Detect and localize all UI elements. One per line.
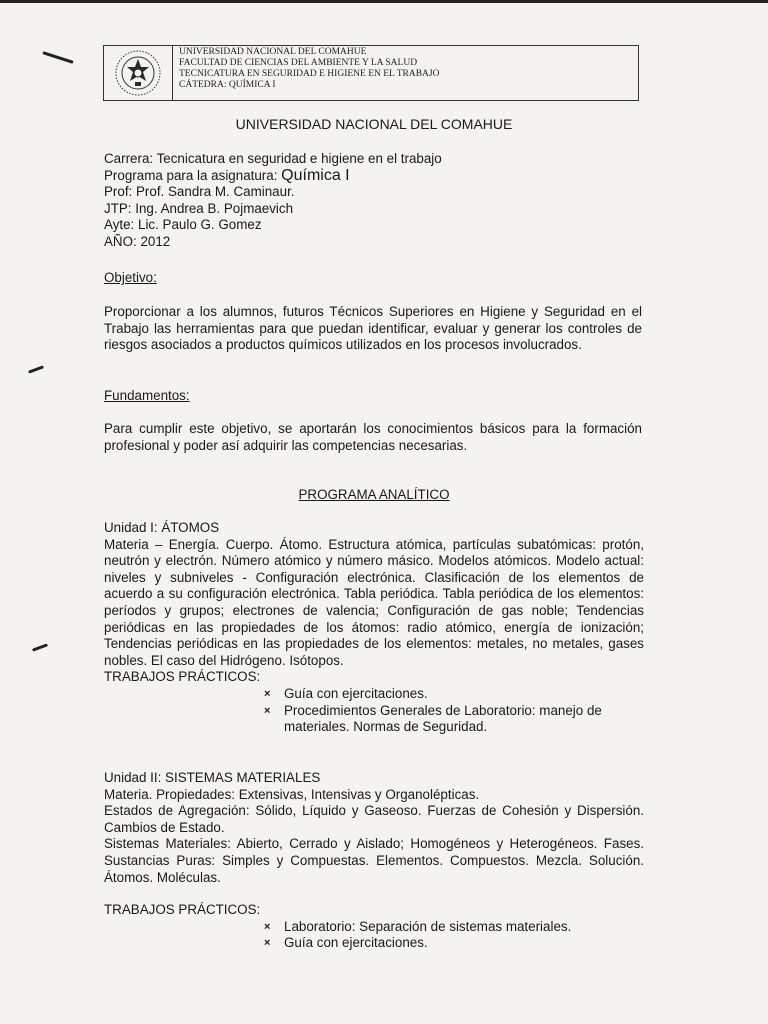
bullet-x-icon: × [264, 687, 271, 700]
list-item: × Procedimientos Generales de Laboratorio: manejo de materiales. Normas de Seguridad. [264, 702, 602, 735]
letterhead-box [103, 45, 639, 101]
unidad-2-title: Unidad II: SISTEMAS MATERIALES [104, 770, 321, 785]
punch-hole-mark [28, 365, 44, 373]
programa-analitico-heading: PROGRAMA ANALÍTICO [298, 487, 450, 502]
unidad-2-line: Sistemas Materiales: Abierto, Cerrado y Aislado; Homogéneos y Heterogéneos. Fases. Sustancias Puras: Simples y Compuestas. Elementos. Compuestos. Mezcla. Solución. Átomos. Moléculas. [104, 836, 644, 885]
meta-jtp: JTP: Ing. Andrea B. Pojmaevich [104, 200, 294, 216]
bullet-x-icon: × [264, 920, 271, 933]
objetivo-text: Proporcionar a los alumnos, futuros Técnicos Superiores en Higiene y Seguridad en el Trabajo las herramientas para que puedan identificar, evaluar y generar los controles de riesgos asociados a productos químicos utilizados en los procesos involucrados. [104, 304, 642, 353]
university-seal-icon [113, 48, 163, 98]
scan-mark [42, 51, 73, 64]
letterhead-text [173, 46, 439, 100]
fundamentos-text: Para cumplir este objetivo, se aportarán los conocimientos básicos para la formación profesional y poder así adquirir las competencias necesarias. [104, 421, 642, 453]
bullet-x-icon: × [264, 937, 271, 950]
list-item: × Guía con ejercitaciones. [264, 685, 428, 701]
letterhead-faculty: FACULTAD DE CIENCIAS DEL AMBIENTE Y LA SALUD [179, 58, 418, 68]
unidad-1-tp-title: TRABAJOS PRÁCTICOS: [104, 669, 261, 685]
meta-anio: AÑO: 2012 [104, 233, 171, 249]
meta-programa [104, 168, 644, 185]
unidad-2-line: Estados de Agregación: Sólido, Líquido y Gaseoso. Fuerzas de Cohesión y Dispersión. Cambios de Estado. [104, 803, 644, 835]
unidad-1-body: Materia – Energía. Cuerpo. Átomo. Estructura atómica, partículas subatómicas: protón, neutrón y electrón. Número atómico y número másico. Modelos atómicos. Modelo actual: niveles y subniveles - Configuración electrónica. Clasificación de los elementos de acuerdo a su configuración electrónica. Tabla periódica. Tabla periódica de los elementos: períodos y grupos; electrones de valencia; Configuración de gas noble; Tendencias periódicas en las propiedades de los átomos: radio atómico, energía de ionización; Tendencias periódicas en las propiedades de los elementos: metales, no metales, gases nobles. El caso del Hidrógeno. Isótopos. [104, 536, 644, 668]
unidad-2 [104, 770, 644, 952]
meta-subject-name: Química I [281, 166, 350, 184]
unidad-2-tp-title: TRABAJOS PRÁCTICOS: [104, 902, 261, 918]
meta-programa-label: Programa para la asignatura: [104, 167, 282, 183]
list-item: × Laboratorio: Separación de sistemas materiales. [264, 918, 572, 934]
course-meta [104, 151, 644, 251]
page-title: UNIVERSIDAD NACIONAL DEL COMAHUE [235, 116, 513, 132]
university-seal [104, 46, 173, 100]
unidad-1-title: Unidad I: ÁTOMOS [104, 520, 220, 535]
objetivo-heading: Objetivo: [104, 270, 157, 285]
letterhead-university: UNIVERSIDAD NACIONAL DEL COMAHUE [179, 47, 367, 57]
meta-prof: Prof: Prof. Sandra M. Caminaur. [104, 184, 295, 200]
letterhead-program: TECNICATURA EN SEGURIDAD E HIGIENE EN EL TRABAJO [179, 69, 440, 79]
meta-ayte: Ayte: Lic. Paulo G. Gomez [104, 217, 262, 233]
unidad-2-line: Materia. Propiedades: Extensivas, Intensivas y Organolépticas. [104, 786, 480, 802]
meta-carrera: Carrera: Tecnicatura en seguridad e higiene en el trabajo [104, 151, 442, 166]
unidad-1-tp-list [104, 686, 644, 736]
punch-hole-mark [32, 643, 48, 651]
letterhead-chair: CÁTEDRA: QUÍMICA I [179, 80, 276, 90]
unidad-2-tp-list [104, 919, 644, 952]
fundamentos-heading: Fundamentos: [104, 388, 190, 403]
list-item: × Guía con ejercitaciones. [264, 935, 428, 951]
unidad-1 [104, 520, 644, 736]
bullet-x-icon: × [264, 704, 271, 717]
scan-edge-line [0, 0, 768, 3]
